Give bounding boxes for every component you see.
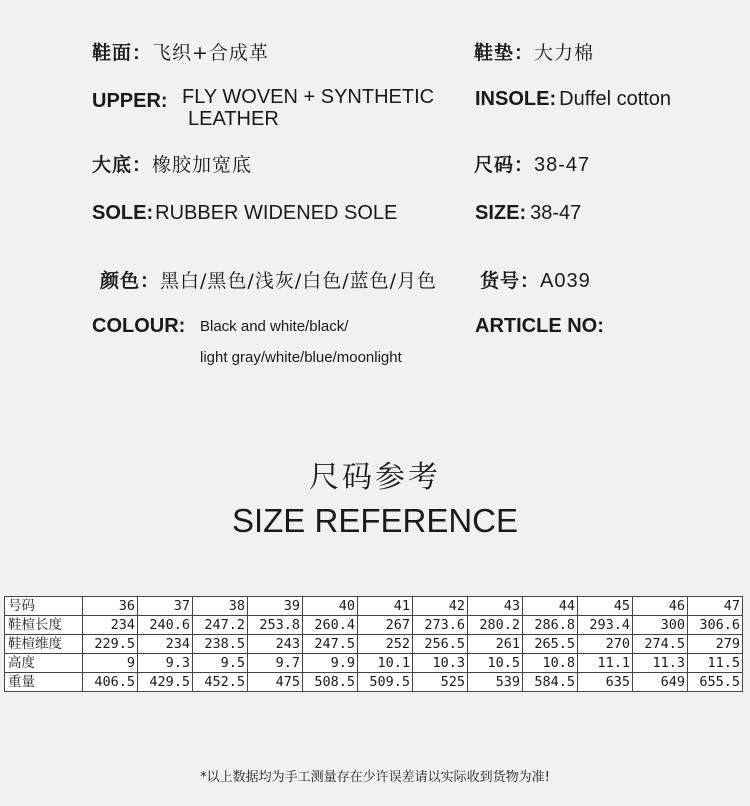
footnote: *以上数据均为手工测量存在少许误差请以实际收到货物为准! (200, 770, 550, 785)
sole-en (92, 202, 397, 225)
size-table-cell: 429.5 (138, 673, 193, 692)
size-table-cell: 9.3 (138, 654, 193, 673)
size-table-cell: 256.5 (413, 635, 468, 654)
size-table-cell: 261 (468, 635, 523, 654)
size-table-row-label: 鞋楦长度 (5, 616, 83, 635)
size-table-cell: 273.6 (413, 616, 468, 635)
size-table-cell: 37 (138, 597, 193, 616)
size-table-cell: 539 (468, 673, 523, 692)
size-table-cell: 635 (578, 673, 633, 692)
size-en-label: SIZE: (475, 202, 527, 224)
size-table-cell: 238.5 (193, 635, 248, 654)
size-table-row (5, 635, 743, 654)
size-table-cell: 41 (358, 597, 413, 616)
size-table (4, 596, 743, 692)
size-table-cell: 649 (633, 673, 688, 692)
size-table-cell: 9.5 (193, 654, 248, 673)
size-table-cell: 229.5 (83, 635, 138, 654)
sole-cn (92, 150, 252, 177)
size-table-cell: 240.6 (138, 616, 193, 635)
size-table-row-label: 鞋楦维度 (5, 635, 83, 654)
article-cn-label: 货号： (480, 270, 541, 292)
size-table-cell: 280.2 (468, 616, 523, 635)
size-table-cell: 406.5 (83, 673, 138, 692)
size-table-cell: 274.5 (633, 635, 688, 654)
size-table-row-label: 重量 (5, 673, 83, 692)
article-cn (480, 266, 591, 293)
size-table-cell: 508.5 (303, 673, 358, 692)
upper-cn-value: 飞织+合成革 (152, 42, 269, 64)
size-table-row-label: 号码 (5, 597, 83, 616)
size-table-cell: 40 (303, 597, 358, 616)
size-table-cell: 655.5 (688, 673, 743, 692)
colour-en-value-line2: light gray/white/blue/moonlight (200, 349, 402, 366)
size-cn (474, 150, 590, 177)
size-table-row-label: 高度 (5, 654, 83, 673)
size-table-cell: 260.4 (303, 616, 358, 635)
size-table-cell: 247.5 (303, 635, 358, 654)
size-table-cell: 234 (138, 635, 193, 654)
size-table-cell: 243 (248, 635, 303, 654)
size-table-cell: 265.5 (523, 635, 578, 654)
size-table-row (5, 597, 743, 616)
size-en-value: 38-47 (530, 202, 582, 224)
size-table-cell: 39 (248, 597, 303, 616)
insole-cn (474, 38, 594, 65)
size-table-cell: 47 (688, 597, 743, 616)
size-table-cell: 38 (193, 597, 248, 616)
colour-en-label: COLOUR: (92, 315, 186, 337)
size-table-cell: 9 (83, 654, 138, 673)
size-table-cell: 306.6 (688, 616, 743, 635)
colour-cn (100, 266, 437, 293)
size-table-cell: 252 (358, 635, 413, 654)
sole-cn-value: 橡胶加宽底 (152, 154, 253, 176)
size-table-cell: 11.1 (578, 654, 633, 673)
size-table-cell: 475 (248, 673, 303, 692)
sole-cn-label: 大底： (92, 154, 153, 176)
insole-en (475, 88, 671, 111)
size-table-cell: 10.3 (413, 654, 468, 673)
insole-en-value: Duffel cotton (559, 88, 672, 110)
size-table-cell: 11.5 (688, 654, 743, 673)
size-table-cell: 525 (413, 673, 468, 692)
size-table-cell: 247.2 (193, 616, 248, 635)
size-table-cell: 584.5 (523, 673, 578, 692)
size-table-cell: 253.8 (248, 616, 303, 635)
upper-cn-label: 鞋面： (92, 42, 153, 64)
size-table-cell: 9.7 (248, 654, 303, 673)
size-table-cell: 300 (633, 616, 688, 635)
colour-en-value-line1: Black and white/black/ (200, 318, 349, 335)
upper-en-value-line1: FLY WOVEN + SYNTHETIC (182, 86, 435, 108)
size-table-cell: 509.5 (358, 673, 413, 692)
size-table-cell: 9.9 (303, 654, 358, 673)
size-table-cell: 279 (688, 635, 743, 654)
upper-en-label: UPPER: (92, 90, 168, 112)
size-table-cell: 234 (83, 616, 138, 635)
sole-en-label: SOLE: (92, 202, 154, 224)
size-table-cell: 11.3 (633, 654, 688, 673)
sole-en-value: RUBBER WIDENED SOLE (155, 202, 398, 224)
size-table-cell: 267 (358, 616, 413, 635)
size-table-cell: 286.8 (523, 616, 578, 635)
size-table-cell: 10.5 (468, 654, 523, 673)
size-table-cell: 10.1 (358, 654, 413, 673)
size-table-row (5, 616, 743, 635)
size-table-cell: 42 (413, 597, 468, 616)
insole-en-label: INSOLE: (475, 88, 557, 110)
insole-cn-label: 鞋垫： (474, 42, 535, 64)
size-table-cell: 44 (523, 597, 578, 616)
size-table-cell: 36 (83, 597, 138, 616)
insole-cn-value: 大力棉 (534, 42, 595, 64)
size-reference-title-cn: 尺码参考 (309, 460, 441, 495)
size-table-row (5, 654, 743, 673)
article-en-label: ARTICLE NO: (475, 315, 604, 337)
colour-cn-label: 颜色： (100, 270, 161, 292)
upper-cn (92, 38, 269, 65)
size-en (475, 202, 581, 225)
size-cn-value: 38-47 (534, 154, 591, 176)
colour-cn-value: 黑白/黑色/浅灰/白色/蓝色/月色 (160, 270, 438, 292)
upper-en-value-line2: LEATHER (188, 108, 279, 130)
size-table-cell: 452.5 (193, 673, 248, 692)
size-table-cell: 46 (633, 597, 688, 616)
article-cn-value: A039 (540, 270, 591, 292)
size-table-cell: 270 (578, 635, 633, 654)
size-table-cell: 43 (468, 597, 523, 616)
size-table-cell: 45 (578, 597, 633, 616)
size-table-cell: 293.4 (578, 616, 633, 635)
size-reference-title-en: SIZE REFERENCE (231, 502, 519, 539)
size-table-row (5, 673, 743, 692)
size-table-cell: 10.8 (523, 654, 578, 673)
size-cn-label: 尺码： (474, 154, 535, 176)
